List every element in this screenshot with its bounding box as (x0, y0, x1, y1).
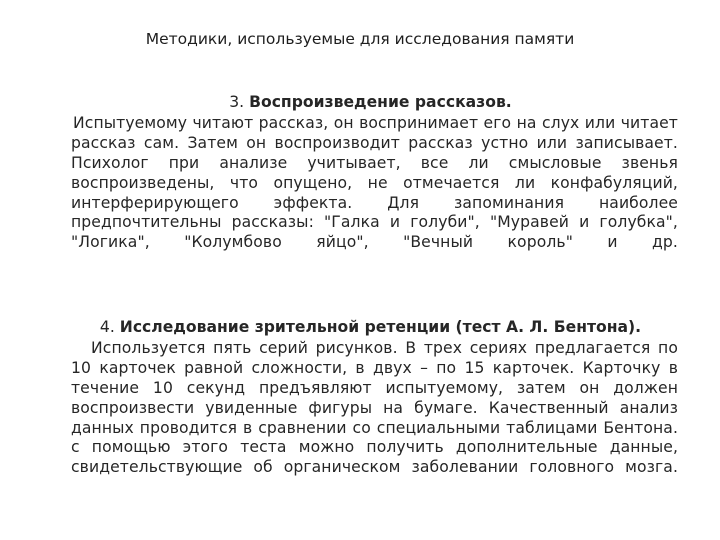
section-body: Используется пять серий рисунков. В трех сериях предлагается по 10 карточек равной сложности, в двух – по 15 карточек. Карточку в течение 10 секунд предъявляют испытуемому, затем он должен воспроизвести увиденные фигуры на бумаге. Качественный анализ данных проводится в сравнении со специальными таблицами Бентона. с помощью этого теста можно получить дополнительные данные, свидетельствующие об органическом заболевании головного мозга. (71, 338, 678, 477)
section-heading (71, 318, 678, 338)
section-heading (71, 93, 678, 113)
section-title: Исследование зрительной ретенции (тест А. Л. Бентона). (119, 318, 642, 336)
section-number: 3. (229, 93, 245, 111)
section-title: Воспроизведение рассказов. (249, 93, 512, 111)
section-benton-test (71, 318, 678, 478)
section-story-reproduction (71, 93, 678, 253)
section-number: 4. (99, 318, 115, 336)
section-body: Испытуемому читают рассказ, он воспринимает его на слух или читает рассказ сам. Затем он воспроизводит рассказ устно или записывает. Психолог при анализе учитывает, все ли смысловые звенья воспроизведены, что опущено, не отмечается ли конфабуляций, интерферирующего эффекта. Для запоминания наиболее предпочтительны рассказы: "Галка и голуби", "Муравей и голубка", "Логика", "Колумбово яйцо", "Вечный король" и др. (71, 113, 678, 252)
slide-title: Методики, используемые для исследования памяти (145, 30, 575, 48)
